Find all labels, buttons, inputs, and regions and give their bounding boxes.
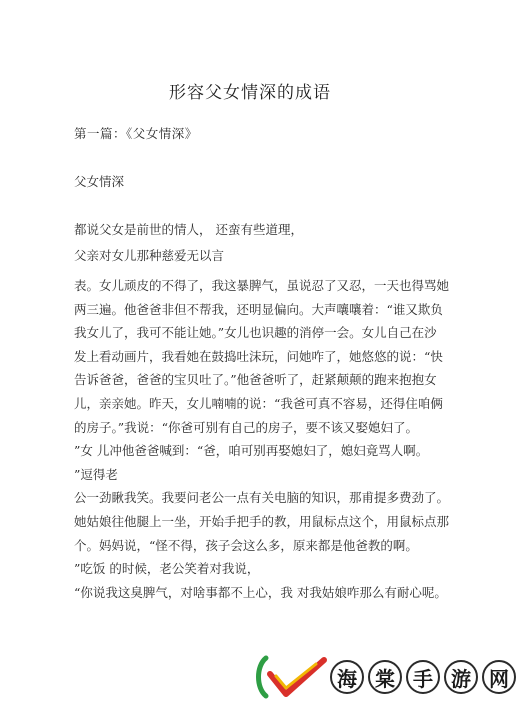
body-line: ”女 儿冲他爸爸喊到：“爸，咱可别再娶媳妇了，媳妇竟骂人啊。: [74, 443, 429, 459]
body-line: ”逗得老: [74, 466, 118, 482]
subheading: 父女情深: [74, 174, 125, 189]
document-title: 形容父女情深的成语: [169, 83, 331, 103]
body-line: 儿，亲亲她。昨天，女儿喃喃的说：“我爸可真不容易，还得住咱俩: [74, 395, 443, 411]
watermark-char: 棠: [368, 660, 402, 694]
body-line: “你说我这臭脾气，对啥事都不上心，我 对我姑娘咋那么有耐心呢。: [74, 584, 447, 600]
checkmark-logo-icon: [252, 654, 330, 700]
body-line: 公一劲瞅我笑。我要问老公一点有关电脑的知识，那甫提多费劲了。: [74, 490, 450, 506]
body-line: 她姑娘往他腿上一坐，开始手把手的教，用鼠标点这个，用鼠标点那: [74, 513, 450, 529]
watermark-char: 手: [406, 660, 440, 694]
body-line: 的房子。”我说：“你爸可别有自己的房子，要不该又娶媳妇了。: [74, 419, 419, 435]
body-line: 个。妈妈说，“怪不得，孩子会这么多，原来都是他爸教的啊。: [74, 537, 418, 553]
body-line: ”吃饭 的时候，老公笑着对我说，: [74, 561, 260, 577]
body-line: 表。女儿顽皮的不得了，我这暴脾气，虽说忍了又忍，一天也得骂她: [74, 278, 450, 293]
watermark-text: [330, 660, 516, 694]
intro-line: 父亲对女儿那种慈爱无以言: [74, 248, 225, 263]
body-line: 告诉爸爸，爸爸的宝贝吐了。”他爸爸听了，赶紧颠颠的跑来抱抱女: [74, 372, 437, 388]
intro-line: 都说父女是前世的情人， 还蛮有些道理，: [74, 222, 303, 237]
body-line: 发上看动画片，我看她在鼓捣吐沫玩，问她咋了，她悠悠的说：“快: [74, 348, 443, 364]
body-line: 两三遍。他爸爸非但不帮我，还明显偏向。大声嚷嚷着：“谁又欺负: [74, 301, 443, 317]
watermark-char: 游: [444, 660, 478, 694]
watermark-char: 网: [482, 660, 516, 694]
section-heading: 第一篇：《父女情深》: [74, 126, 198, 141]
body-line: 我女儿了，我可不能让她。”女儿也识趣的消停一会。女儿自己在沙: [74, 325, 437, 341]
site-watermark: [252, 654, 509, 700]
body-text: [74, 274, 450, 604]
watermark-char: 海: [330, 660, 364, 694]
